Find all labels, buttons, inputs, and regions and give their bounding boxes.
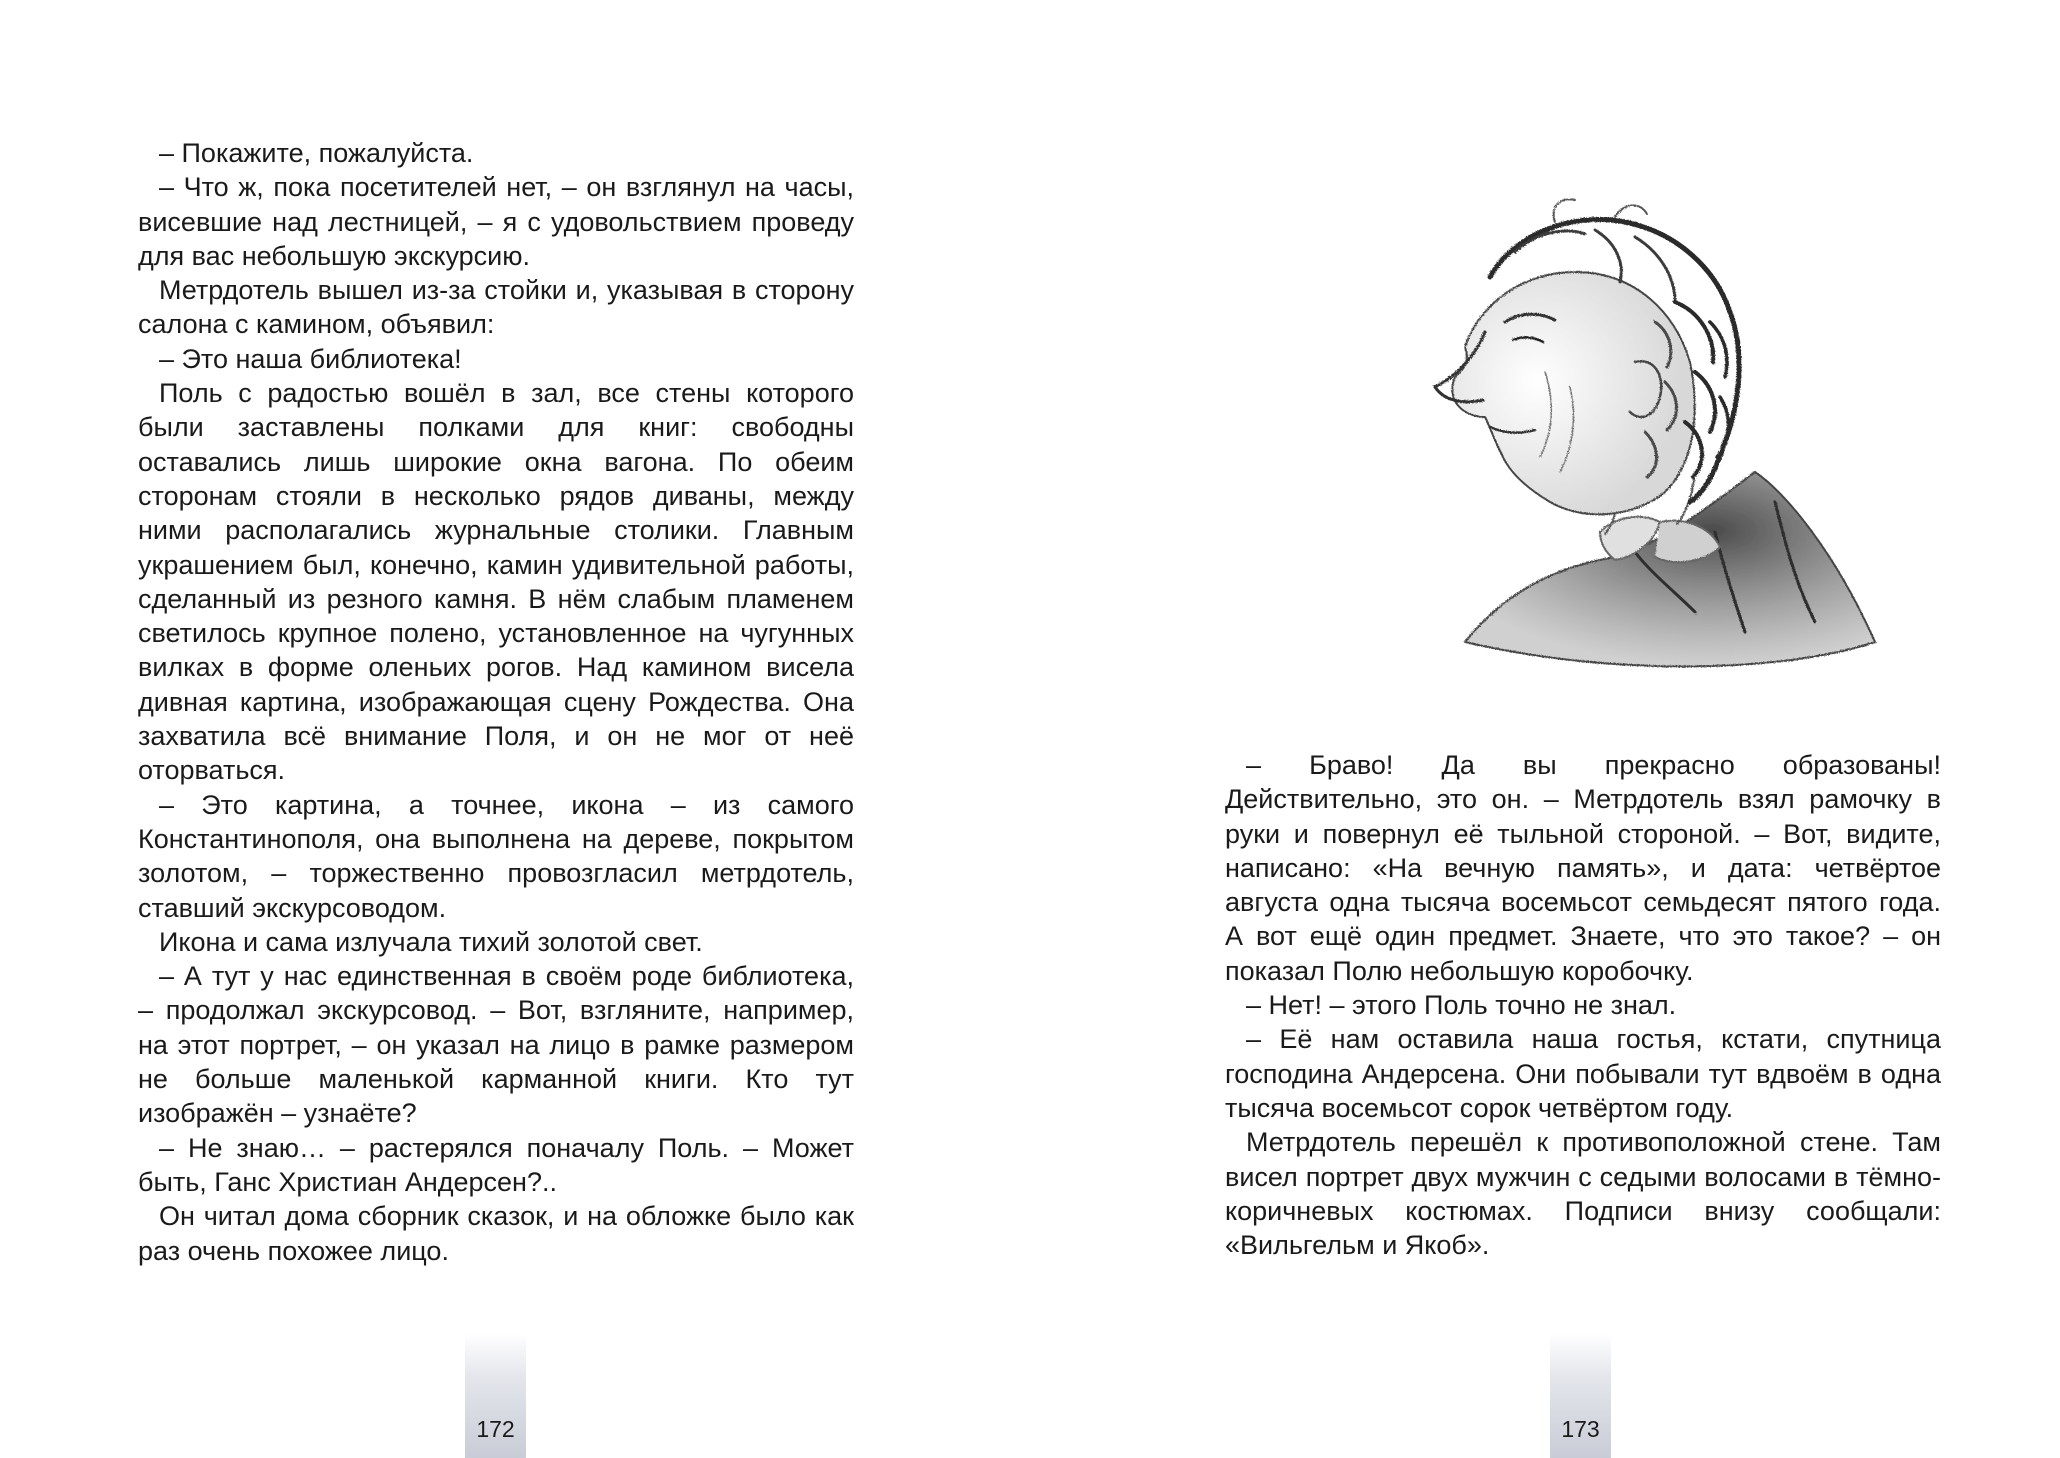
pencil-portrait-icon: [1315, 172, 1905, 692]
left-page-text: [138, 136, 854, 1268]
paragraph: – Это наша библиотека!: [159, 343, 462, 374]
portrait-illustration: [1315, 172, 1905, 692]
paragraph: – Это картина, а точнее, икона – из самого Константинополя, она выполнена на дереве, покрытом золотом, – торжественно провозгласил метрдотель, ставший экскурсоводом.: [138, 789, 854, 923]
paragraph: Поль с радостью вошёл в зал, все стены которого были заставлены полками для книг: свободны оставались лишь широкие окна вагона. По обеим сторонам стояли в несколько рядов диваны, между ними располагались журнальные столики. Главным украшением был, конечно, камин удивительной работы, сделанный из резного камня. В нём слабым пламенем светилось крупное полено, установленное на чугунных вилках в форме оленьих рогов. Над камином висела дивная картина, изображающая сцену Рождества. Она захватила всё внимание Поля, и он не мог от неё оторваться.: [138, 378, 854, 786]
paragraph: Метрдотель вышел из-за стойки и, указывая в сторону салона с камином, объявил:: [138, 275, 854, 340]
paragraph: – Не знаю… – растерялся поначалу Поль. – Может быть, Ганс Христиан Андерсен?..: [138, 1132, 854, 1197]
paragraph: – Покажите, пожалуйста.: [159, 138, 474, 168]
page-number: 173: [1561, 1416, 1600, 1442]
paragraph: – Что ж, пока посетителей нет, – он взглянул на часы, висевшие над лестницей, – я с удовольствием проведу для вас небольшую экскурсию.: [138, 172, 854, 271]
page-number: 172: [476, 1416, 515, 1442]
paragraph: Метрдотель перешёл к противоположной стене. Там висел портрет двух мужчин с седыми волосами в тёмно-коричневых костюмах. Подписи внизу сообщали: «Вильгельм и Якоб».: [1225, 1127, 1941, 1261]
paragraph: – Браво! Да вы прекрасно образованы! Действительно, это он. – Метрдотель взял рамочку в руки и повернул её тыльной стороной. – Вот, видите, написано: «На вечную память», и дата: четвёртое августа одна тысяча восемьсот семьдесят пятого года. А вот ещё один предмет. Знаете, что это такое? – он показал Полю небольшую коробочку.: [1225, 750, 1941, 986]
paragraph: – Её нам оставила наша гостья, кстати, спутница господина Андерсена. Они побывали тут вдвоём в одна тысяча восемьсот сорок четвёртом году.: [1225, 1024, 1941, 1123]
right-page: [1030, 0, 2060, 1458]
page-number-tab: [465, 1333, 526, 1458]
paragraph: – А тут у нас единственная в своём роде библиотека, – продолжал экскурсовод. – Вот, взгляните, например, на этот портрет, – он указал на лицо в рамке размером не больше маленькой карманной книги. Кто тут изображён – узнаёте?: [138, 961, 854, 1129]
paragraph: – Нет! – этого Поль точно не знал.: [1246, 990, 1677, 1021]
paragraph: Икона и сама излучала тихий золотой свет.: [159, 926, 703, 957]
page-number-tab: [1550, 1333, 1611, 1458]
right-page-text: [1225, 748, 1941, 1262]
paragraph: Он читал дома сборник сказок, и на обложке было как раз очень похожее лицо.: [138, 1201, 854, 1266]
